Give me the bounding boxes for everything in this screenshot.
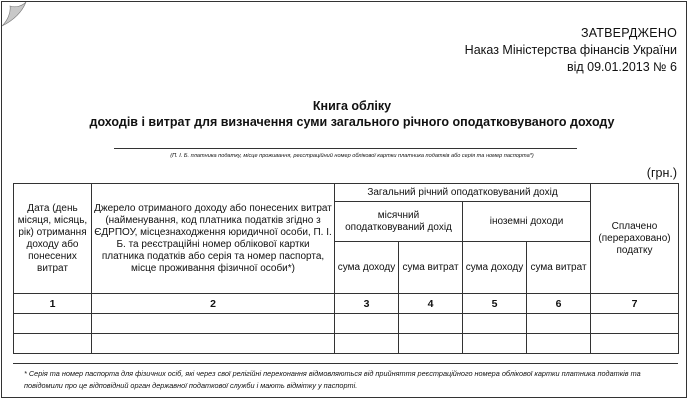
footnote: * Серія та номер паспорта для фізичних осіб, які через свої релігійні переконання відмовляються від прийняття реєстраційного номера облікової картки платника податків та повідомили про це відповідний орган державної податкової служби і мають відмітку у паспорті. (24, 369, 641, 390)
table-cell (399, 314, 463, 334)
footnote-divider (13, 363, 678, 364)
table-cell (463, 334, 527, 354)
header-foreign-income: іноземні доходи (463, 202, 591, 242)
approval-block (377, 25, 677, 76)
currency-note: (грн.) (646, 166, 677, 180)
table-cell (335, 314, 399, 334)
table-row (14, 334, 679, 354)
title-line-1: Книга обліку (312, 99, 392, 113)
ledger-table (13, 183, 679, 354)
table-cell (92, 334, 335, 354)
column-number: 3 (335, 294, 399, 314)
approval-order: Наказ Міністерства фінансів України (464, 43, 677, 57)
column-number: 4 (399, 294, 463, 314)
table-cell (527, 334, 591, 354)
table-cell (335, 334, 399, 354)
header-foreign-income-amount: сума доходу (463, 242, 527, 294)
approval-heading: ЗАТВЕРДЖЕНО (580, 26, 677, 40)
table-cell (14, 314, 92, 334)
table-cell (92, 314, 335, 334)
table-cell (463, 314, 527, 334)
taxpayer-name-field-line (114, 148, 577, 149)
header-monthly-income: місячний оподатковуваний дохід (335, 202, 463, 242)
approval-date: від 09.01.2013 № 6 (566, 60, 677, 74)
title-line-2: доходів і витрат для визначення суми загального річного оподатковуваного доходу (89, 115, 615, 129)
column-number-row (14, 294, 679, 314)
header-tax-paid: Сплачено (перераховано) податку (591, 184, 679, 294)
column-number: 1 (14, 294, 92, 314)
document-title (62, 98, 642, 130)
header-monthly-income-amount: сума доходу (335, 242, 399, 294)
table-cell (527, 314, 591, 334)
column-number: 2 (92, 294, 335, 314)
header-source: Джерело отриманого доходу або понесених витрат (найменування, код платника податків згідно з ЄДРПОУ, місцезнаходження юридичної особи, П. І. Б. та реєстраційні номер облікової картки платника податків або серія та номер паспорта, місце проживання фізичної особи*) (92, 184, 335, 294)
table-cell (591, 314, 679, 334)
column-number: 5 (463, 294, 527, 314)
header-foreign-expense-amount: сума витрат (527, 242, 591, 294)
table-cell (399, 334, 463, 354)
header-total-income: Загальний річний оподатковуваний дохід (335, 184, 591, 202)
document-page (1, 1, 687, 398)
table-cell (591, 334, 679, 354)
header-monthly-expense-amount: сума витрат (399, 242, 463, 294)
column-number: 6 (527, 294, 591, 314)
column-number: 7 (591, 294, 679, 314)
table-cell (14, 334, 92, 354)
header-date: Дата (день місяця, місяць, рік) отримання доходу або понесених витрат (14, 184, 92, 294)
table-row (14, 314, 679, 334)
page-curl-icon (2, 2, 28, 28)
taxpayer-field-caption: (П. І. Б. платника податку, місце проживання, реєстраційний номер облікової картки платника податків або серія та номер паспорта*) (170, 153, 534, 159)
